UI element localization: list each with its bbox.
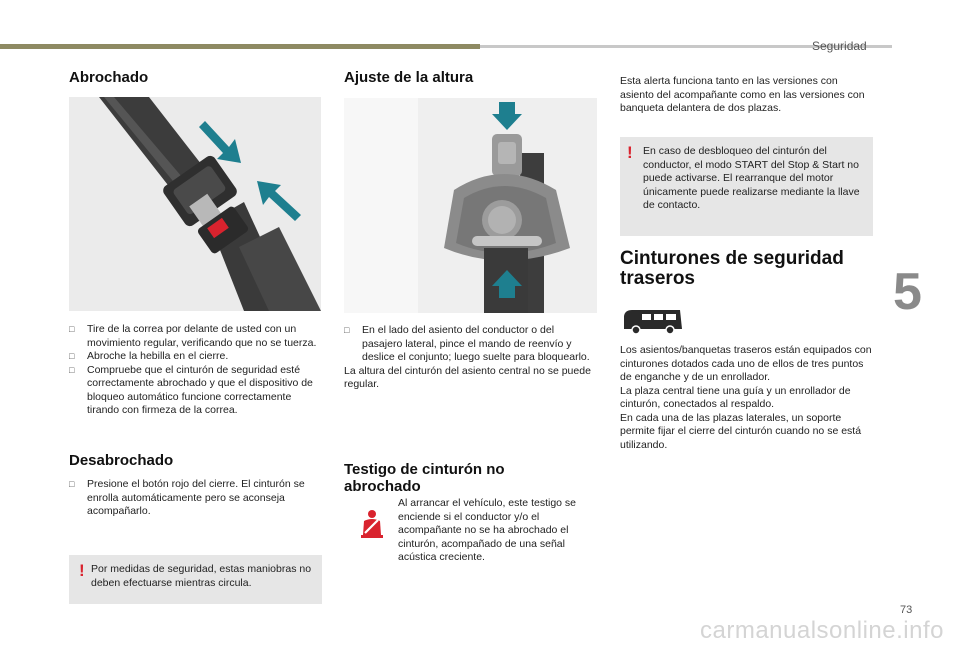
buckle-drawing xyxy=(69,97,321,311)
watermark: carmanualsonline.info xyxy=(700,617,944,644)
section-title-rear-belts: Cinturones de seguridad traseros xyxy=(620,248,844,289)
list-item: □ Tire de la correa por delante de usted con un movimiento regular, verificando que no se tuerza. xyxy=(69,323,317,349)
rear-belts-paragraph: En cada una de las plazas laterales, un soporte permite fijar el cierre del cinturón cuando no se está utilizando. xyxy=(620,411,862,451)
buckle-illustration xyxy=(69,97,321,311)
section-title-buckling: Abrochado xyxy=(69,69,149,86)
section-label: Seguridad xyxy=(812,39,867,53)
section-title-warning-lamp: Testigo de cinturón no abrochado xyxy=(344,461,505,495)
list-item: □ Presione el botón rojo del cierre. El cinturón se enrolla automáticamente pero se aconseja acompañarlo. xyxy=(69,478,305,517)
van-icon xyxy=(620,307,684,340)
stop-start-note-text: En caso de desbloqueo del cinturón del conductor, el modo START del Stop & Start no puede activarse. El rearranque del motor únicamente puede realizarse mediante la llave de contacto. xyxy=(643,145,860,211)
exclamation-icon: ! xyxy=(627,143,633,162)
header-rule-accent xyxy=(0,44,480,49)
warning-applicability-text: Esta alerta funciona tanto en las versiones con asiento del acompañante como en las versiones con banqueta delantera de dos plazas. xyxy=(620,75,865,114)
rear-belts-paragraph: Los asientos/banquetas traseros están equipados con cinturones dotados cada uno de ellos de tres puntos de enganche y de un enrollador. xyxy=(620,344,872,383)
rear-belts-text xyxy=(620,344,876,452)
page-number: 73 xyxy=(900,604,913,616)
height-adjust-drawing xyxy=(344,98,597,313)
buckling-steps xyxy=(69,323,321,418)
section-title-height: Ajuste de la altura xyxy=(344,69,474,86)
chapter-number: 5 xyxy=(893,263,922,321)
rear-belts-paragraph: La plaza central tiene una guía y un enrollador de cinturón, conectados al respaldo. xyxy=(620,384,851,410)
height-adjust-note: La altura del cinturón del asiento central no se puede regular. xyxy=(344,364,591,390)
height-adjust-illustration xyxy=(344,98,597,313)
exclamation-icon: ! xyxy=(79,561,85,580)
list-item: □ Compruebe que el cinturón de seguridad esté correctamente abrochado y que el dispositivo de bloqueo automático funcione correctamente tirando con firmeza de la correa. xyxy=(69,363,313,416)
safety-note-text: Por medidas de seguridad, estas maniobras no deben efectuarse mientras circula. xyxy=(91,563,312,589)
stop-start-note xyxy=(620,137,873,236)
list-item: □ En el lado del asiento del conductor o del pasajero lateral, pince el mando de reenvío y deslice el conjunto; luego suelte para bloquearlo. xyxy=(344,324,590,363)
unbuckling-steps xyxy=(69,478,321,519)
height-adjust-steps xyxy=(344,324,596,392)
warning-lamp-text: Al arrancar el vehículo, este testigo se enciende si el conductor y/o el acompañante no se ha abrochado el cinturón, acompañado de una señal acústica creciente. xyxy=(398,497,577,563)
safety-note xyxy=(69,555,322,604)
section-title-unbuckling: Desabrochado xyxy=(69,452,174,469)
list-item: □ Abroche la hebilla en el cierre. xyxy=(69,350,229,362)
seatbelt-warning-icon xyxy=(359,509,385,544)
